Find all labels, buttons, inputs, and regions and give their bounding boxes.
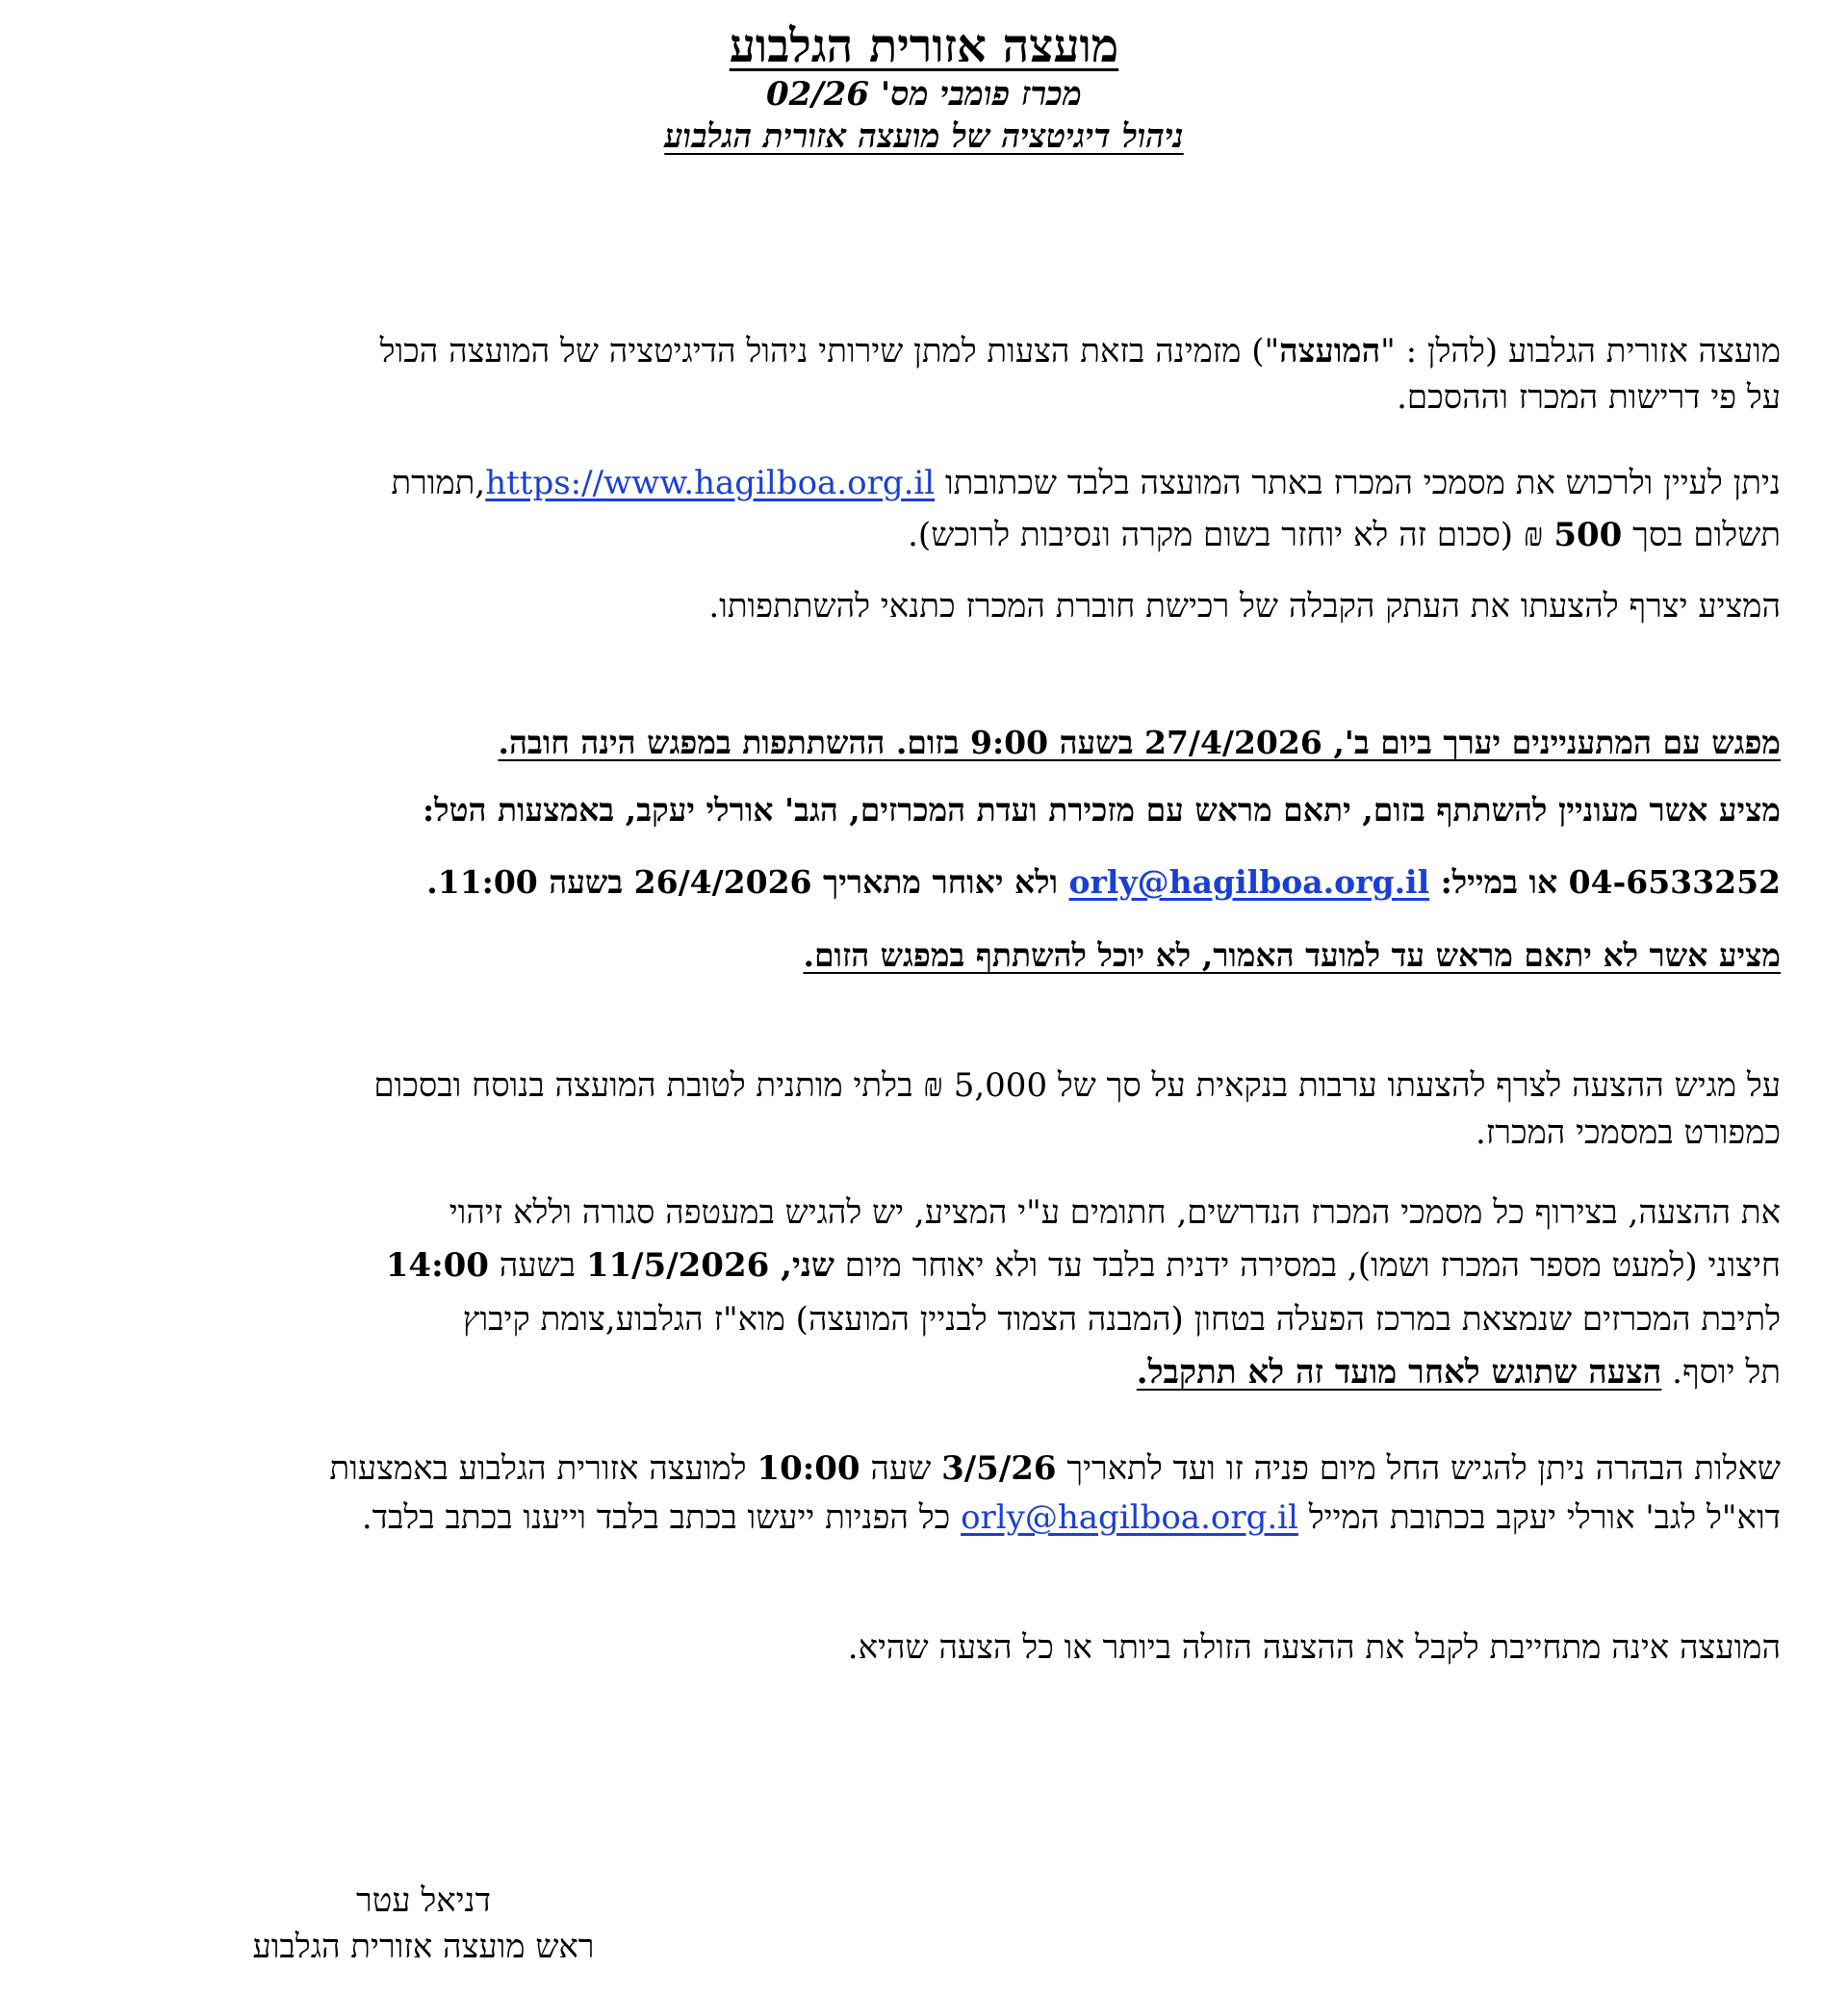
purchase-text-a: ניתן לעיין ולרכוש את מסמכי המכרז באתר המועצה בלבד שכתובתו — [935, 464, 1781, 502]
page-title: מועצה אזורית הגלבוע — [729, 19, 1119, 73]
council-website-link[interactable]: https://www.hagilboa.org.il — [485, 464, 936, 502]
purchase-text-d: ₪ (סכום זה לא יוחזר בשום מקרה ונסיבות לרוכש). — [908, 516, 1554, 554]
guarantee-line-2: כמפורט במסמכי המכרז. — [1475, 1113, 1781, 1152]
submission-text-c: תל יוסף. — [1661, 1353, 1781, 1392]
questions-email-link[interactable]: orly@hagilboa.org.il — [961, 1498, 1298, 1537]
signature-name: דניאל עטר — [356, 1881, 491, 1920]
submission-text-a: חיצוני (למעט מספר המכרז ושמו), במסירה ידנית בלבד עד ולא יאוחר מיום — [834, 1246, 1781, 1285]
submission-line-4 — [58, 1353, 1781, 1392]
submission-time: 14:00 — [385, 1246, 489, 1285]
purchase-text-b: ,תמורת — [391, 464, 486, 502]
submission-line-1: את ההצעה, בצירוף כל מסמכי המכרז הנדרשים, חתומים ע"י המציע, יש להגיש במעטפה סגורה וללא זיהוי — [449, 1193, 1781, 1232]
meeting-line-3 — [426, 863, 1781, 902]
guarantee-line-1: על מגיש ההצעה לצרף להצעתו ערבות בנקאית על סך של 5,000 ₪ בלתי מותנית לטובת המועצה בנוסח ובסכום — [373, 1066, 1781, 1105]
submission-late-warning: הצעה שתוגש לאחר מועד זה לא תתקבל. — [1136, 1353, 1662, 1392]
questions-text-b: שעה — [860, 1449, 942, 1488]
purchase-text-c: תשלום בסך — [1622, 516, 1781, 554]
questions-text-e: כל הפניות ייעשו בכתב בלבד וייענו בכתב בלבד. — [361, 1498, 962, 1537]
questions-line-1 — [58, 1449, 1781, 1488]
purchase-line-1 — [58, 464, 1781, 502]
meeting-line-2: מציע אשר מעוניין להשתתף בזום, יתאם מראש עם מזכירת ועדת המכרזים, הגב' אורלי יעקב, באמצעות הטל: — [422, 791, 1781, 829]
intro-line-1 — [58, 332, 1781, 371]
intro-text-a: מועצה אזורית הגלבוע (להלן : " — [1380, 332, 1781, 371]
submission-line-3: לתיבת המכרזים שנמצאת במרכז הפעלה בטחון (המבנה הצמוד לבניין המועצה) מוא"ז הגלבוע,צומת קיבוץ — [462, 1300, 1781, 1339]
intro-line-2: על פי דרישות המכרז וההסכם. — [1397, 378, 1781, 417]
tender-number: מכרז פומבי מס' 02/26 — [765, 75, 1083, 114]
meeting-deadline-text: ולא יאוחר מתאריך 26/4/2026 בשעה 11:00. — [426, 863, 1069, 901]
submission-line-2 — [58, 1246, 1781, 1285]
intro-text-b: ") מזמינה בזאת הצעות למתן שירותי ניהול הדיגיטציה של המועצה הכול — [379, 332, 1280, 371]
questions-text-a: שאלות הבהרה ניתן להגיש החל מיום פניה זו ועד לתאריך — [1056, 1449, 1781, 1488]
meeting-line-1: מפגש עם המתעניינים יערך ביום ב', 27/4/2026 בשעה 9:00 בזום. ההשתתפות במפגש הינה חובה. — [498, 724, 1781, 761]
meeting-phone-text: 04-6533252 או במייל: — [1429, 863, 1781, 901]
questions-text-d: דוא"ל לגב' אורלי יעקב בכתובת המייל — [1297, 1498, 1781, 1537]
purchase-amount: 500 — [1553, 516, 1623, 554]
intro-council-term: המועצה — [1279, 332, 1381, 371]
receipt-note: המציע יצרף להצעתו את העתק הקבלה של רכישת חוברת המכרז כתנאי להשתתפותו. — [708, 587, 1781, 626]
questions-time: 10:00 — [757, 1449, 860, 1488]
signature-role: ראש מועצה אזורית הגלבוע — [252, 1928, 595, 1966]
questions-date: 3/5/26 — [941, 1449, 1057, 1488]
submission-day: שני, 11/5/2026 — [585, 1246, 834, 1285]
questions-text-c: למועצה אזורית הגלבוע באמצעות — [329, 1449, 757, 1488]
purchase-line-2 — [58, 516, 1781, 554]
meeting-line-4: מציע אשר לא יתאם מראש עד למועד האמור, לא יוכל להשתתף במפגש הזום. — [803, 936, 1781, 974]
disclaimer: המועצה אינה מתחייבת לקבל את ההצעה הזולה ביותר או כל הצעה שהיא. — [847, 1628, 1781, 1667]
questions-line-2 — [58, 1498, 1781, 1537]
meeting-email-link[interactable]: orly@hagilboa.org.il — [1068, 863, 1430, 901]
tender-subtitle: ניהול דיגיטציה של מועצה אזורית הגלבוע — [664, 117, 1184, 156]
submission-text-b: בשעה — [488, 1246, 586, 1285]
